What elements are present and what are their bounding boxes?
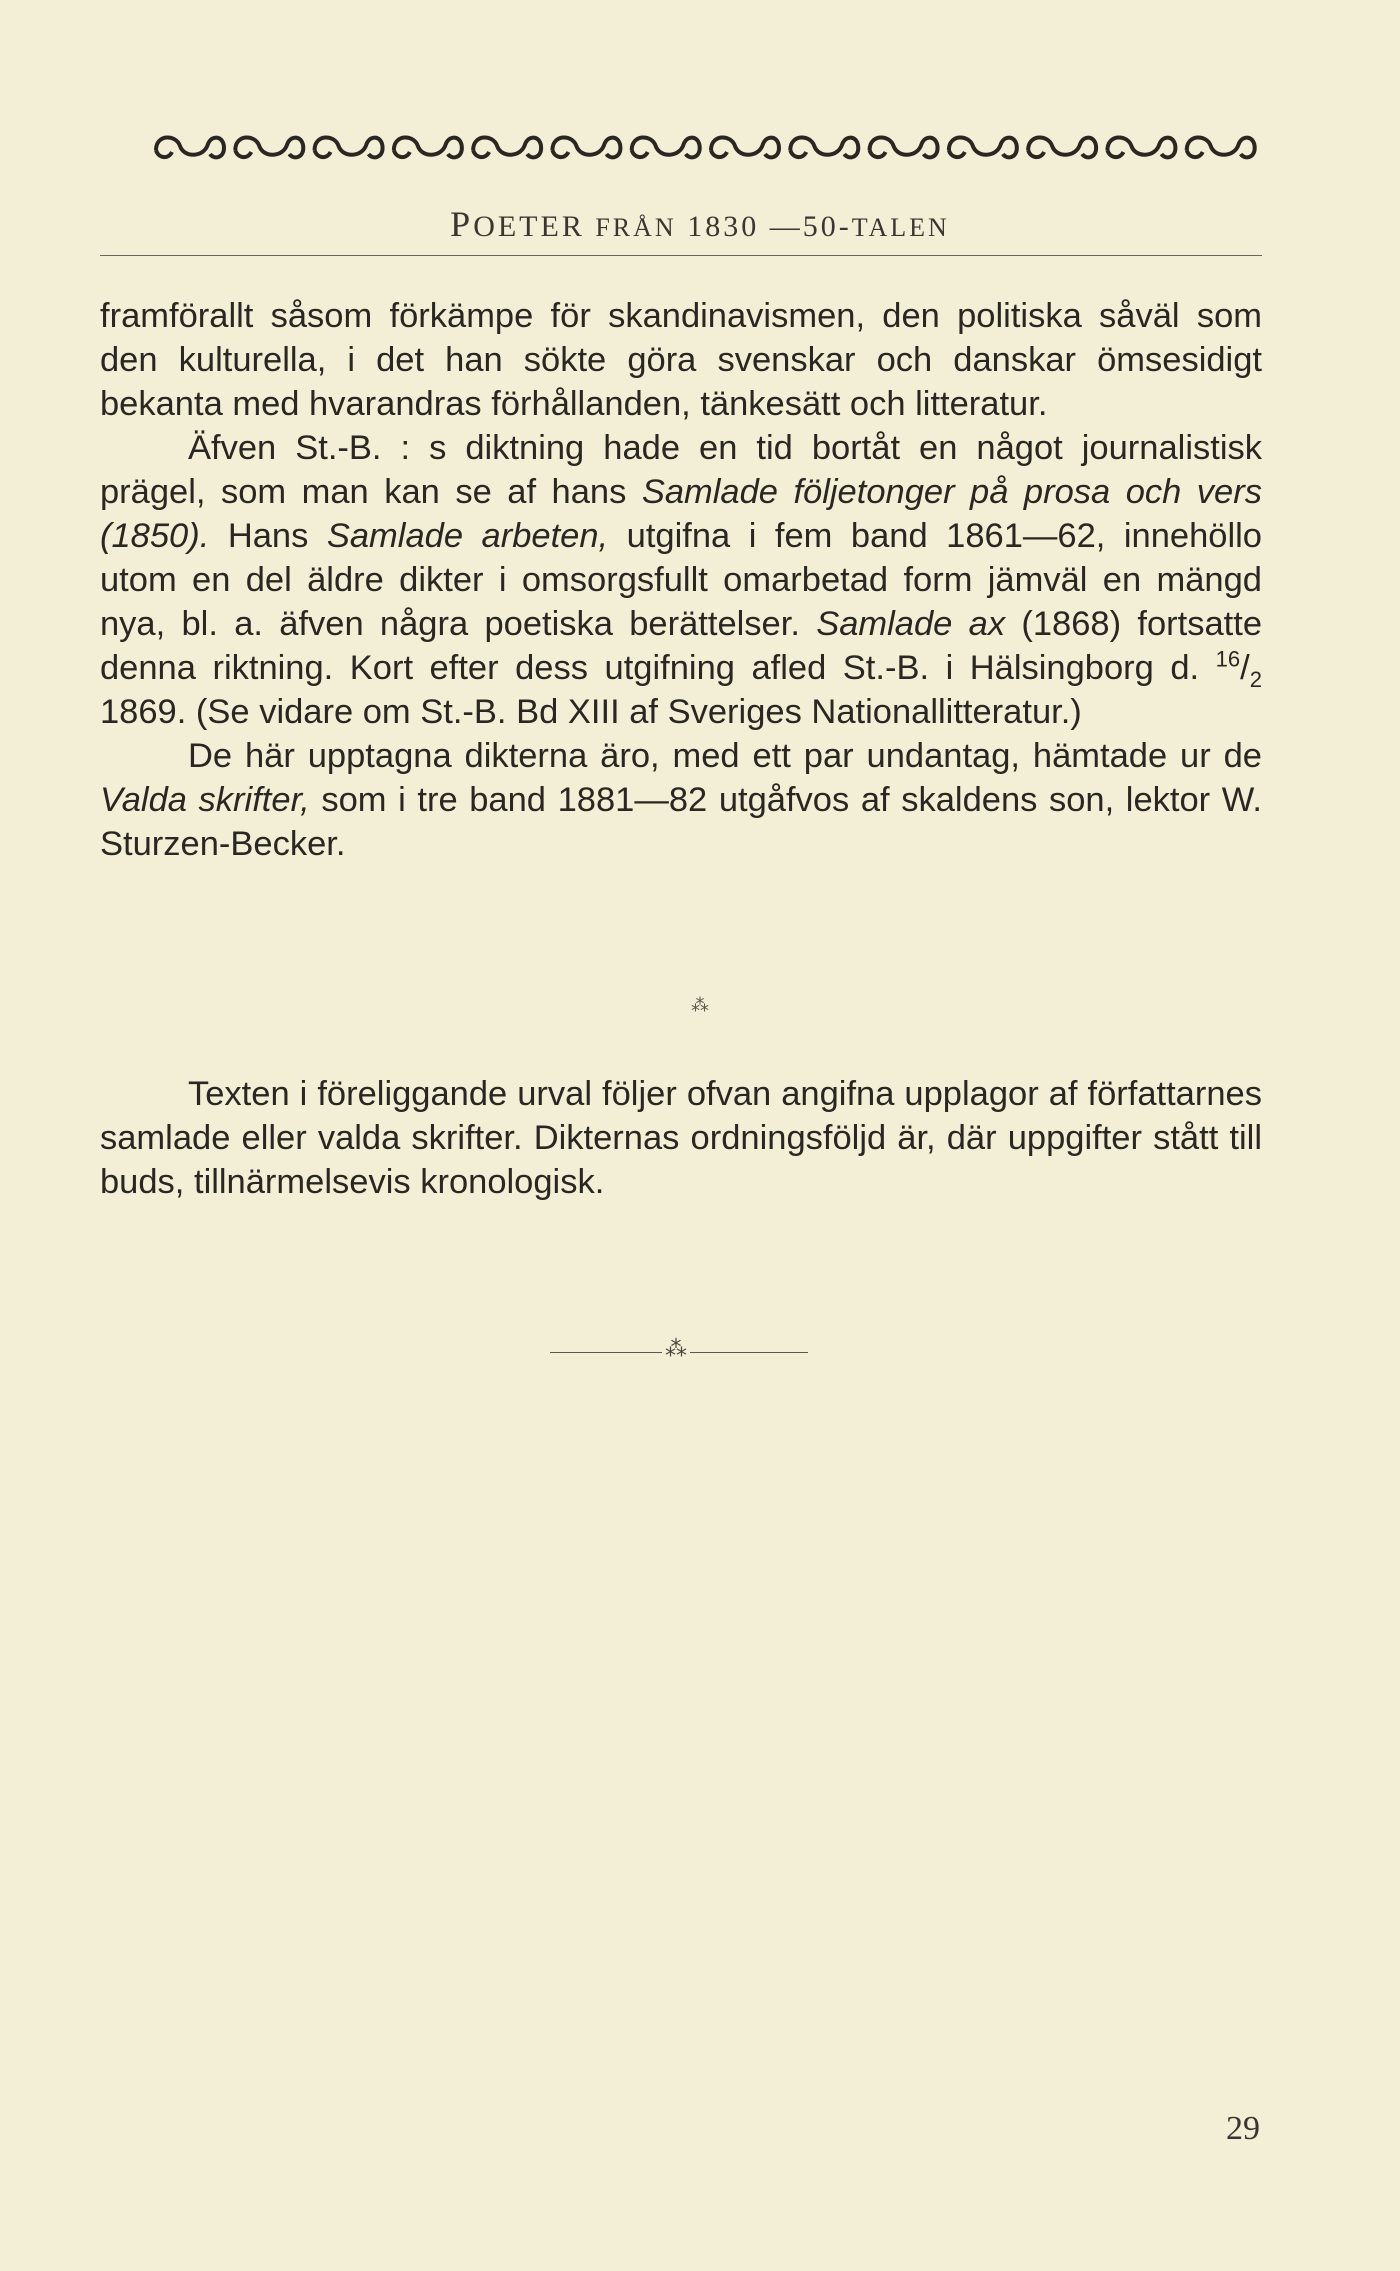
ornament-scroll xyxy=(552,137,620,157)
ornament-curl xyxy=(632,150,648,157)
section-asterism: ⁂ xyxy=(691,995,709,1016)
italic-title: Samlade ax xyxy=(816,605,1006,643)
date-month: 2 xyxy=(1249,666,1262,692)
ornament-scroll xyxy=(1107,137,1175,157)
running-head xyxy=(0,203,1400,245)
date-day: 16 xyxy=(1215,646,1241,672)
running-head-word: TALEN xyxy=(851,213,950,242)
ornament-scroll xyxy=(1028,137,1096,157)
header-rule xyxy=(100,255,1262,256)
end-divider xyxy=(550,1337,808,1363)
divider-line xyxy=(550,1352,662,1353)
ornament-scroll xyxy=(1187,137,1255,157)
ornament-curl xyxy=(156,150,172,157)
ornament-curl xyxy=(870,150,886,157)
ornament-curl xyxy=(711,150,727,157)
ornament-scroll xyxy=(394,137,462,157)
ornament-curl xyxy=(394,150,410,157)
ornament-scroll xyxy=(870,137,938,157)
paragraph: framförallt såsom förkämpe för skandinavismen, den politiska såväl som den kulturella, i det han sökte göra svenskar och danskar ömsesidigt bekanta med hvarandras förhållanden, tänkesätt och litteratur. xyxy=(100,297,1262,423)
body-text-upper xyxy=(100,294,1262,866)
ornament-scroll xyxy=(711,137,779,157)
ornament-curl xyxy=(315,150,331,157)
running-head-word: FRÅN xyxy=(595,213,677,242)
italic-title: Samlade följetonger på prosa och vers (1850). xyxy=(100,473,1262,555)
ornament-scroll xyxy=(949,137,1017,157)
decorative-border-ornament xyxy=(150,128,1260,168)
running-head-initial: P xyxy=(450,204,474,244)
divider-line xyxy=(690,1352,808,1353)
running-head-years: 1830 —50- xyxy=(687,210,852,243)
ornament-scroll xyxy=(156,137,224,157)
ornament-curl xyxy=(1028,150,1044,157)
ornament-scroll xyxy=(790,137,858,157)
paragraph: De här upptagna dikterna äro, med ett par undantag, hämtade ur de Valda skrifter, som i tre band 1881—82 utgåfvos af skaldens son, lektor W. Sturzen-Becker. xyxy=(100,737,1262,863)
ornament-curl xyxy=(1187,150,1203,157)
paragraph: Texten i föreliggande urval följer ofvan angifna upplagor af författarnes samlade eller valda skrifter. Dikternas ordningsföljd är, där uppgifter stått till buds, tillnärmelsevis kronologisk. xyxy=(100,1075,1262,1201)
italic-title: Valda skrifter, xyxy=(100,781,310,819)
ornament-curl xyxy=(790,150,806,157)
divider-star: ⁂ xyxy=(665,1337,687,1362)
ornament-curl xyxy=(235,150,251,157)
italic-title: Samlade arbeten, xyxy=(326,517,609,555)
ornament-scroll xyxy=(632,137,700,157)
ornament-curl xyxy=(552,150,568,157)
ornament-scroll xyxy=(473,137,541,157)
running-head-word: OETER xyxy=(473,210,585,243)
ornament-scroll xyxy=(315,137,383,157)
ornament-curl xyxy=(473,150,489,157)
paragraph: Äfven St.-B. : s diktning hade en tid bortåt en något journalistisk prägel, som man kan se af hans Samlade följetonger på prosa och vers (1850). Hans Samlade arbeten, utgifna i fem band 1861—62, innehöllo utom en del äldre dikter i omsorgsfullt omarbetad form jämväl en mängd nya, bl. a. äfven några poetiska berättelser. Samlade ax (1868) fortsatte denna riktning. Kort efter dess utgifning afled St.-B. i Hälsingborg d. $^{16}/_2$ 1869. (Se vidare om St.-B. Bd XIII af Sveriges Nationallitteratur.) xyxy=(100,429,1263,731)
body-text-lower xyxy=(100,1072,1262,1204)
ornament-scroll xyxy=(235,137,303,157)
ornament-curl xyxy=(1107,150,1123,157)
page-number: 29 xyxy=(1226,2110,1260,2147)
ornament-curl xyxy=(949,150,965,157)
